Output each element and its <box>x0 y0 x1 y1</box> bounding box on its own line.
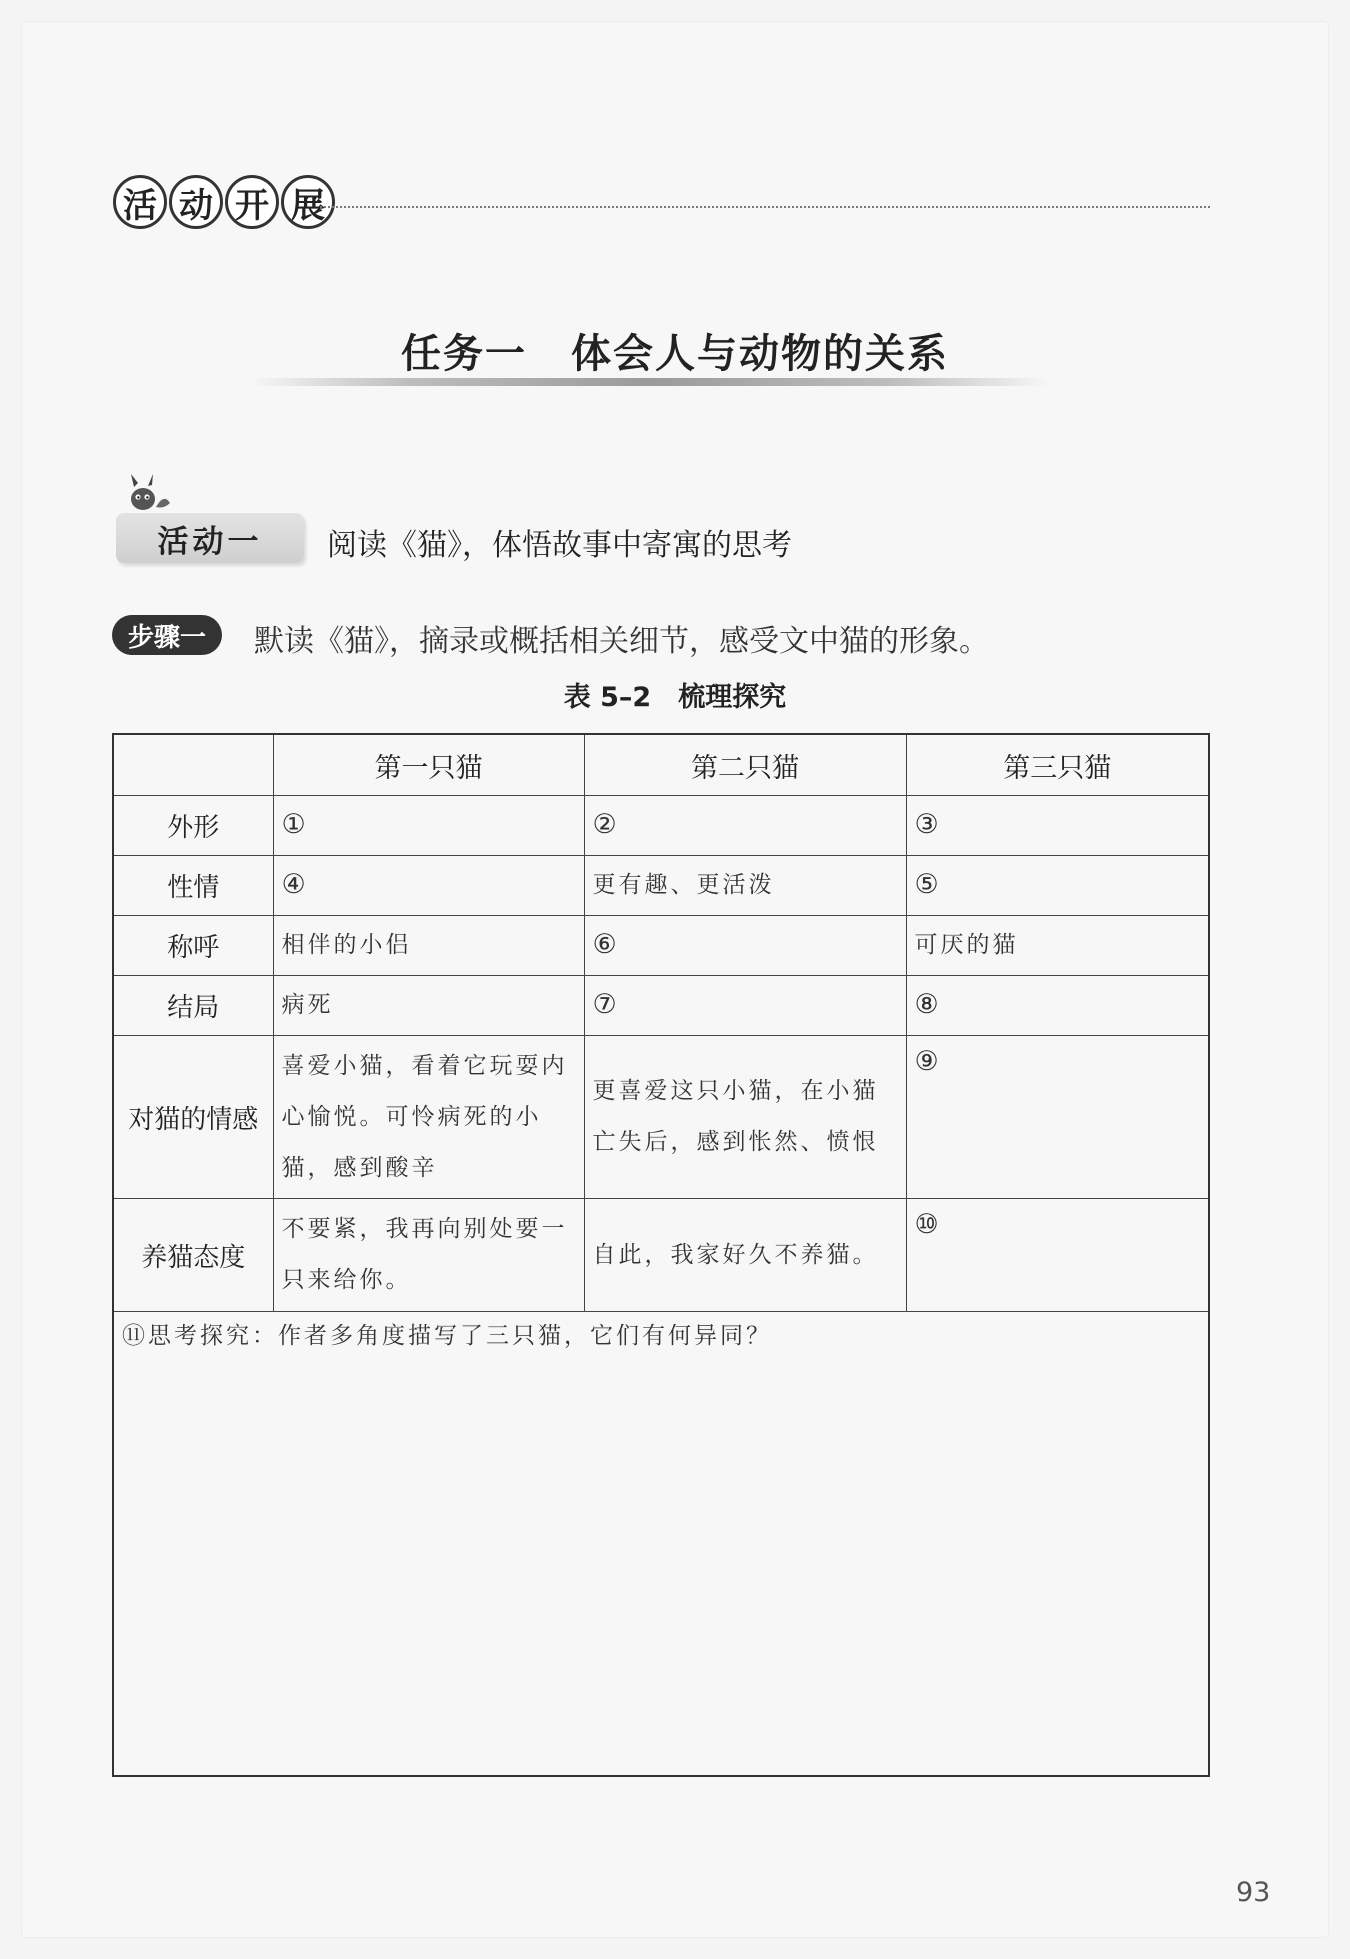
header-cell: 第二只猫 <box>584 734 906 796</box>
row-label: 养猫态度 <box>113 1199 273 1312</box>
blank-marker: ② <box>592 809 617 840</box>
row-label: 性情 <box>113 856 273 916</box>
section-badge <box>113 175 337 229</box>
blank-marker: ③ <box>914 809 939 840</box>
table-cell[interactable] <box>906 796 1209 856</box>
blank-marker: ⑨ <box>914 1046 939 1077</box>
table-cell[interactable] <box>906 856 1209 916</box>
thinking-row <box>113 1312 1209 1777</box>
table-cell[interactable] <box>906 1199 1209 1312</box>
table-cell[interactable] <box>906 976 1209 1036</box>
row-label: 称呼 <box>113 916 273 976</box>
table-header-row <box>113 734 1209 796</box>
table-cell[interactable] <box>584 796 906 856</box>
table-row <box>113 916 1209 976</box>
table-cell[interactable] <box>584 916 906 976</box>
task-title-number: 任务一 <box>401 331 527 377</box>
table-row <box>113 1199 1209 1312</box>
row-label: 对猫的情感 <box>113 1036 273 1199</box>
table-caption: 表 5–2 梳理探究 <box>563 682 787 713</box>
exploration-table <box>112 733 1210 1777</box>
section-dotted-rule <box>320 206 1210 208</box>
section-char: 动 <box>169 175 223 229</box>
section-char: 展 <box>281 175 335 229</box>
table-row <box>113 796 1209 856</box>
section-char: 开 <box>225 175 279 229</box>
blank-marker: ⑦ <box>592 989 617 1020</box>
blank-marker: ⑥ <box>592 929 617 960</box>
task-title-text: 体会人与动物的关系 <box>571 331 949 377</box>
table-cell: 相伴的小侣 <box>273 916 584 976</box>
table-cell: 不要紧，我再向别处要一只来给你。 <box>273 1199 584 1312</box>
task-title <box>0 322 1350 379</box>
table-cell: 可厌的猫 <box>906 916 1209 976</box>
table-row <box>113 976 1209 1036</box>
table-cell[interactable] <box>273 796 584 856</box>
blank-marker: ⑧ <box>914 989 939 1020</box>
activity-tag: 活动一 <box>116 513 304 563</box>
table-cell: 病死 <box>273 976 584 1036</box>
activity-text: 阅读《猫》，体悟故事中寄寓的思考 <box>327 528 792 563</box>
table-cell: 自此，我家好久不养猫。 <box>584 1199 906 1312</box>
section-char: 活 <box>113 175 167 229</box>
table-cell: 更喜爱这只小猫，在小猫亡失后，感到怅然、愤恨 <box>584 1036 906 1199</box>
table-cell: 喜爱小猫，看着它玩耍内心愉悦。可怜病死的小猫，感到酸辛 <box>273 1036 584 1199</box>
table-row <box>113 856 1209 916</box>
header-empty <box>113 734 273 796</box>
thinking-prompt: ⑪思考探究：作者多角度描写了三只猫，它们有何异同？ <box>122 1323 772 1349</box>
table-cell: 更有趣、更活泼 <box>584 856 906 916</box>
header-cell: 第三只猫 <box>906 734 1209 796</box>
thinking-answer-area[interactable] <box>113 1312 1209 1777</box>
row-label: 外形 <box>113 796 273 856</box>
page-number: 93 <box>1236 1877 1271 1908</box>
step-badge: 步骤一 <box>112 615 222 655</box>
header-cell: 第一只猫 <box>273 734 584 796</box>
bunny-icon <box>126 473 172 515</box>
task-title-underline <box>250 378 1050 386</box>
blank-marker: ① <box>281 809 306 840</box>
table-cell[interactable] <box>584 976 906 1036</box>
blank-marker: ⑤ <box>914 869 939 900</box>
row-label: 结局 <box>113 976 273 1036</box>
table-cell[interactable] <box>906 1036 1209 1199</box>
blank-marker: ⑩ <box>914 1209 939 1240</box>
blank-marker: ④ <box>281 869 306 900</box>
table-row <box>113 1036 1209 1199</box>
step-text: 默读《猫》，摘录或概括相关细节，感受文中猫的形象。 <box>254 624 989 659</box>
table-cell[interactable] <box>273 856 584 916</box>
